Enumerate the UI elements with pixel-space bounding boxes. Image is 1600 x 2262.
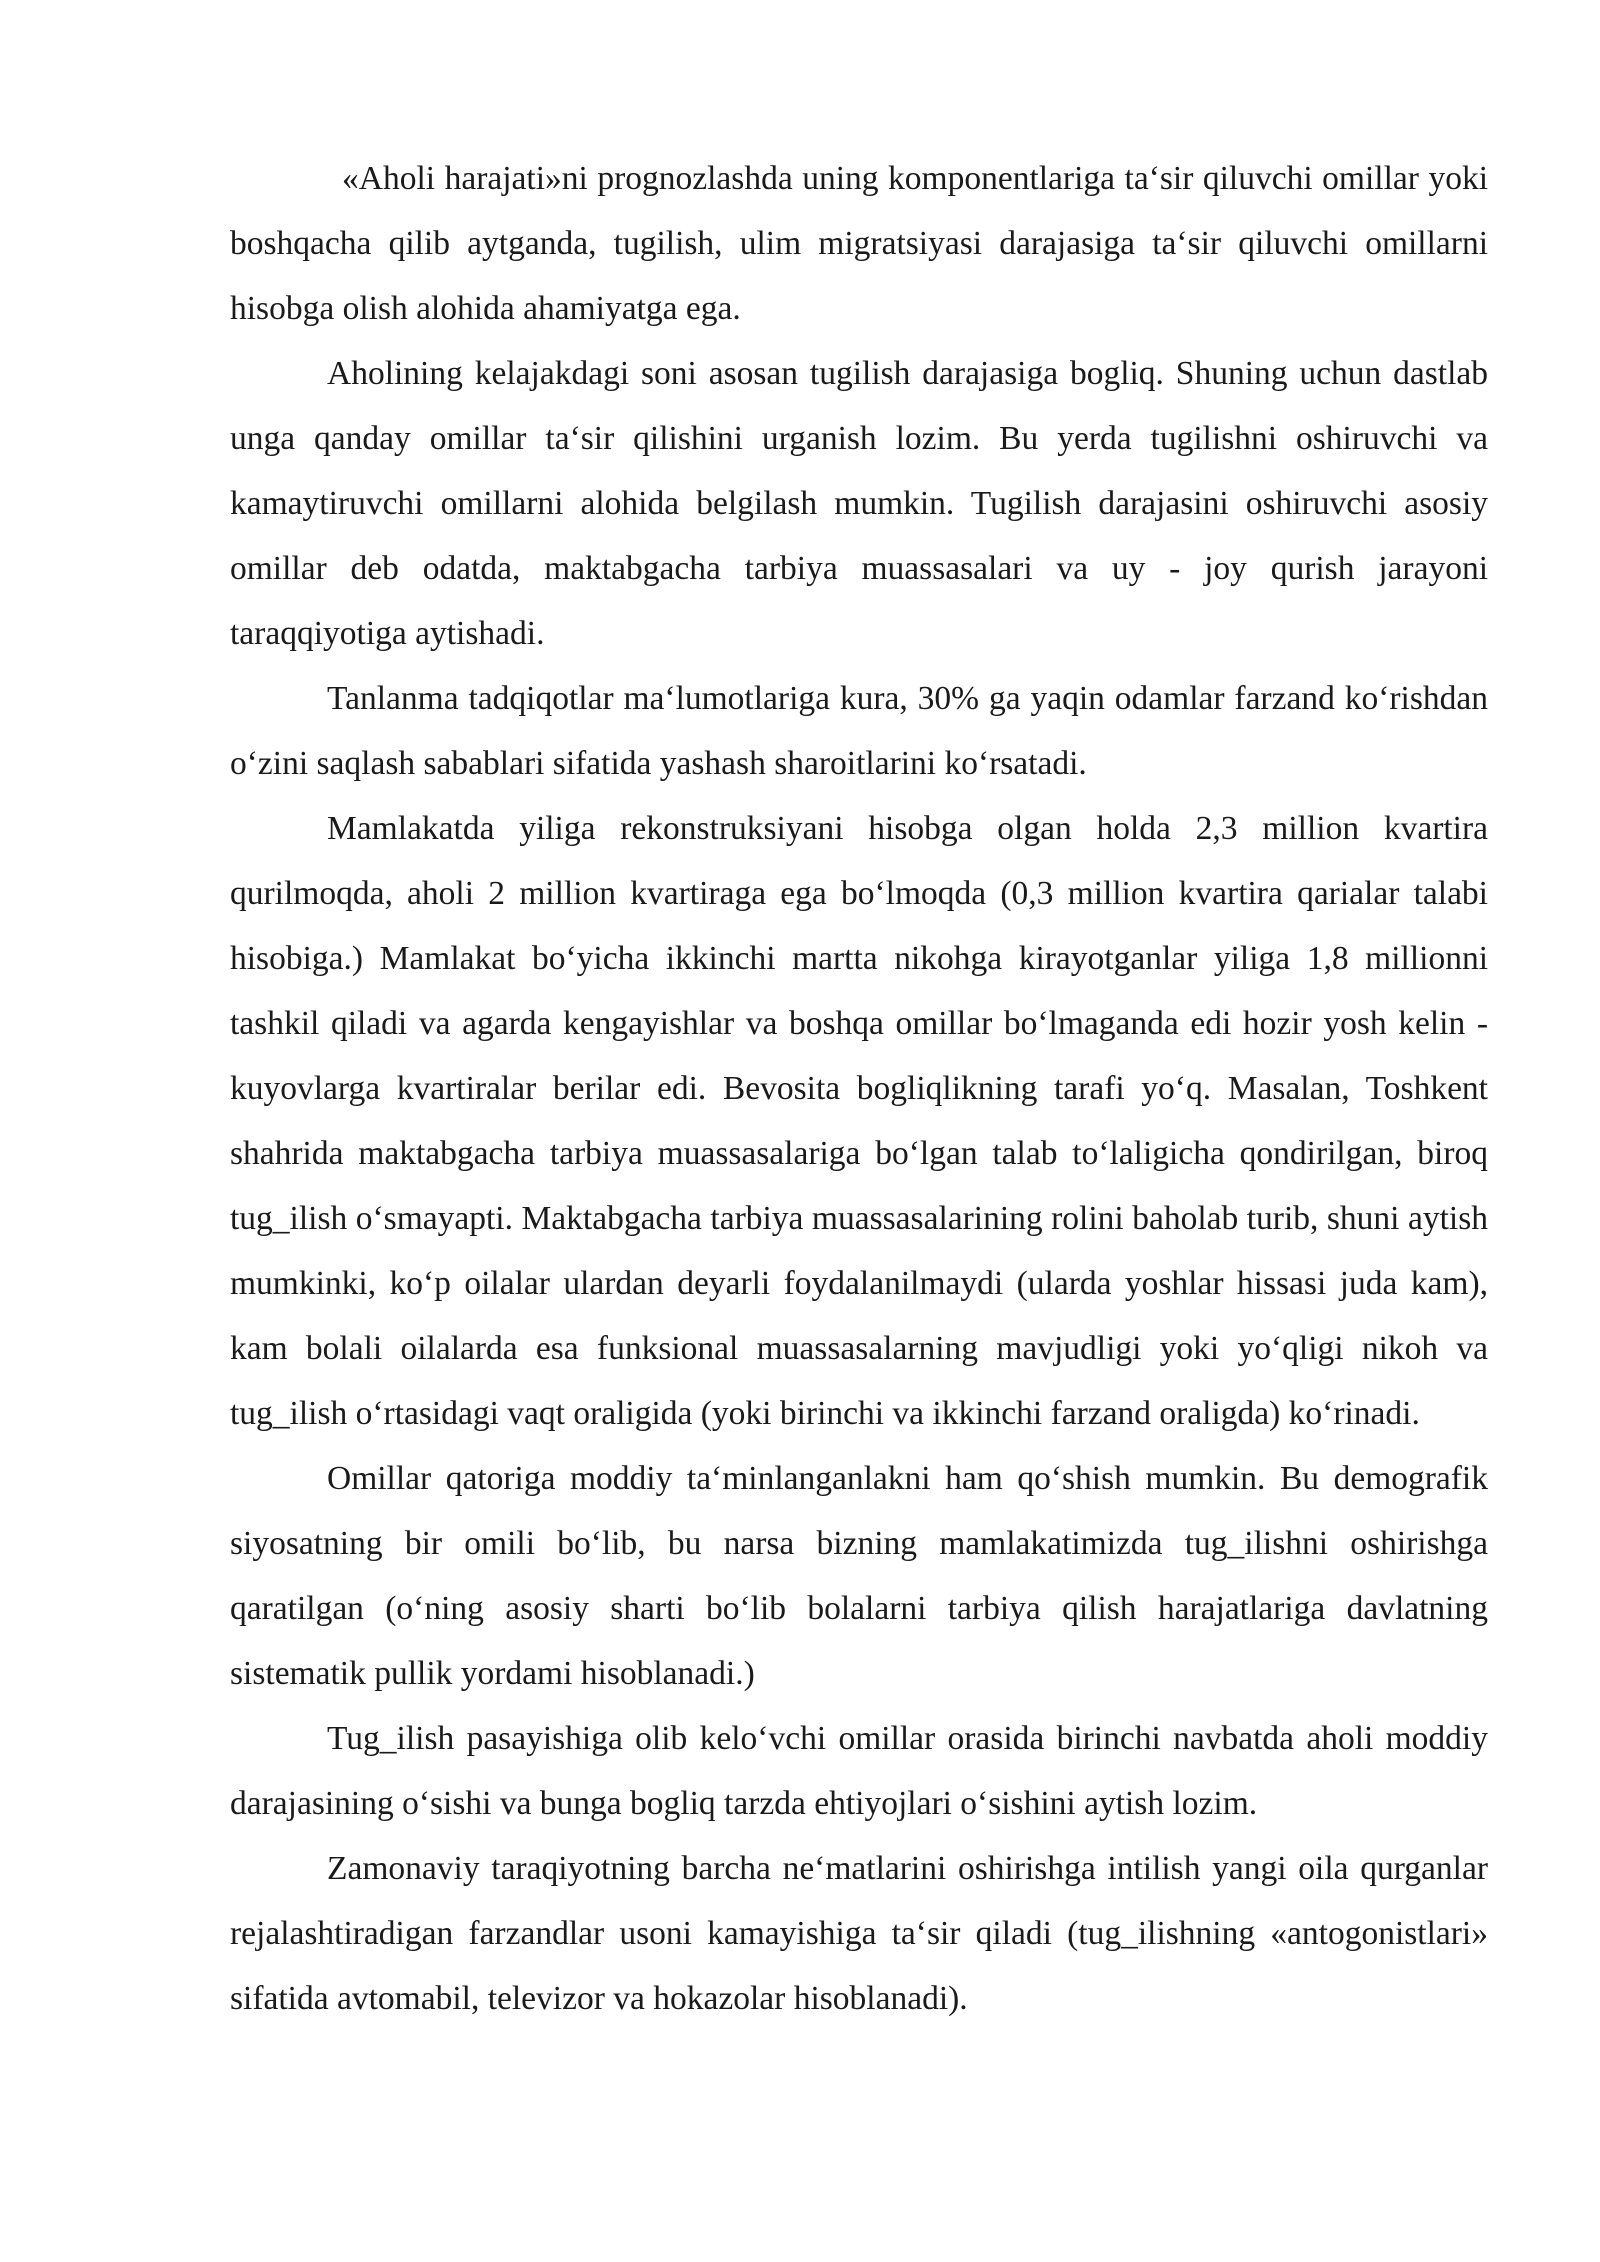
paragraph-7: Zamonaviy taraqiyotning barcha ne‘matlarini oshirishga intilish yangi oila qurganlar rejalashtiradigan farzandlar usoni kamayishiga ta‘sir qiladi (tug_ilishning «antogonistlari» sifatida avtomabil, televizor va hokazolar hisoblanadi).: [230, 1850, 1488, 2017]
paragraph-5: Omillar qatoriga moddiy ta‘minlanganlakni ham qo‘shish mumkin. Bu demografik siyosatning bir omili bo‘lib, bu narsa bizning mamlakatimizda tug_ilishni oshirishga qaratilgan (o‘ning asosiy sharti bo‘lib bolalarni tarbiya qilish harajatlariga davlatning sistematik pullik yordami hisoblanadi.): [230, 1460, 1488, 1692]
paragraph-3: Tanlanma tadqiqotlar ma‘lumotlariga kura, 30% ga yaqin odamlar farzand ko‘rishdan o‘zini saqlash sabablari sifatida yashash sharoitlarini ko‘rsatadi.: [230, 680, 1488, 782]
paragraph-4: Mamlakatda yiliga rekonstruksiyani hisobga olgan holda 2,3 million kvartira qurilmoqda, aholi 2 million kvartiraga ega bo‘lmoqda (0,3 million kvartira qarialar talabi hisobiga.) Mamlakat bo‘yicha ikkinchi martta nikohga kirayotganlar yiliga 1,8 millionni tashkil qiladi va agarda kengayishlar va boshqa omillar bo‘lmaganda edi hozir yosh kelin - kuyovlarga kvartiralar berilar edi. Bevosita bogliqlikning tarafi yo‘q. Masalan, Toshkent shahrida maktabgacha tarbiya muassasalariga bo‘lgan talab to‘laligicha qondirilgan, biroq tug_ilish o‘smayapti. Maktabgacha tarbiya muassasalarining rolini baholab turib, shuni aytish mumkinki, ko‘p oilalar ulardan deyarli foydalanilmaydi (ularda yoshlar hissasi juda kam), kam bolali oilalarda esa funksional muassasalarning mavjudligi yoki yo‘qligi nikoh va tug_ilish o‘rtasidagi vaqt oraligida (yoki birinchi va ikkinchi farzand oraligda) ko‘rinadi.: [230, 810, 1488, 1432]
document-body: [230, 146, 1488, 2031]
paragraph-6: Tug_ilish pasayishiga olib kelo‘vchi omillar orasida birinchi navbatda aholi moddiy darajasining o‘sishi va bunga bogliq tarzda ehtiyojlari o‘sishini aytish lozim.: [230, 1720, 1488, 1822]
paragraph-2: Aholining kelajakdagi soni asosan tugilish darajasiga bogliq. Shuning uchun dastlab unga qanday omillar ta‘sir qilishini urganish lozim. Bu yerda tugilishni oshiruvchi va kamaytiruvchi omillarni alohida belgilash mumkin. Tugilish darajasini oshiruvchi asosiy omillar deb odatda, maktabgacha tarbiya muassasalari va uy - joy qurish jarayoni taraqqiyotiga aytishadi.: [230, 355, 1488, 652]
paragraph-1: «Aholi harajati»ni prognozlashda uning komponentlariga ta‘sir qiluvchi omillar yoki boshqacha qilib aytganda, tugilish, ulim migratsiyasi darajasiga ta‘sir qiluvchi omillarni hisobga olish alohida ahamiyatga ega.: [230, 160, 1488, 327]
